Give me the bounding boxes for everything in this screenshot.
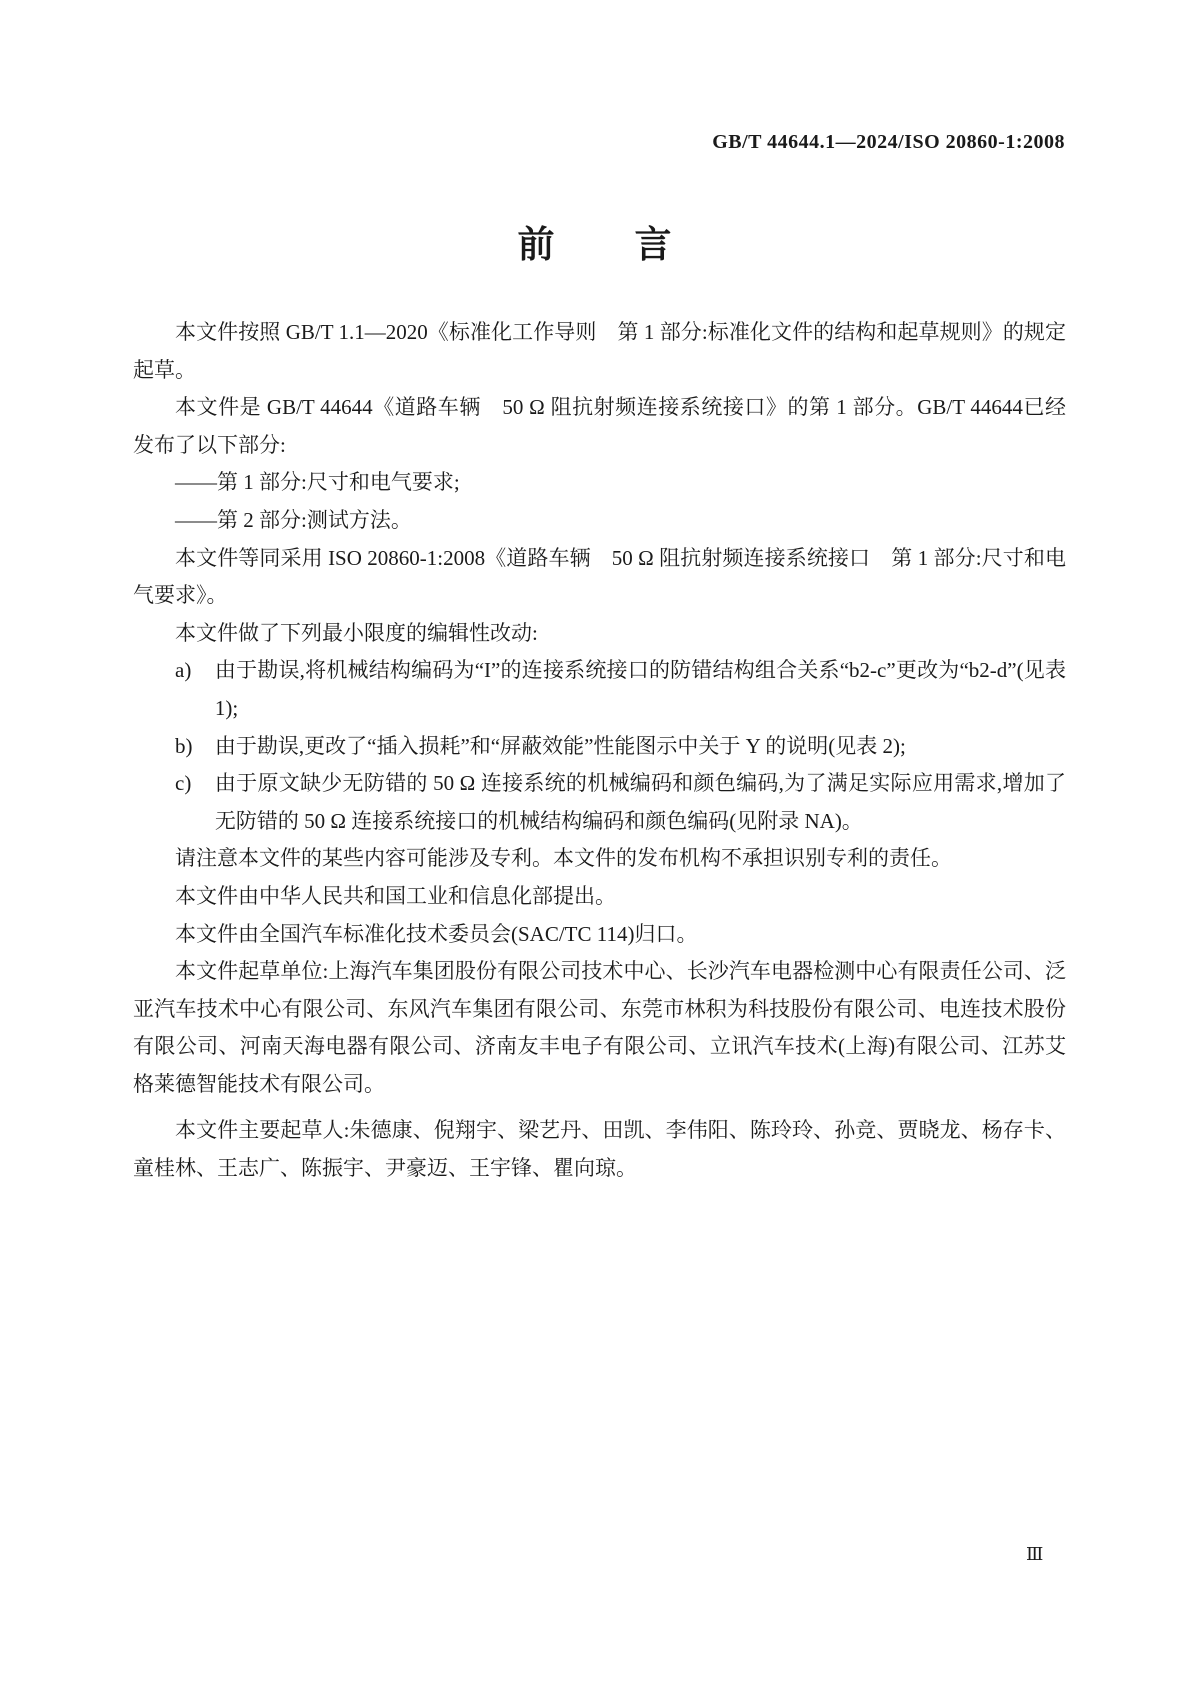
list-item-c bbox=[133, 765, 1066, 840]
list-text-c: 由于原文缺少无防错的 50 Ω 连接系统的机械编码和颜色编码,为了满足实际应用需求,增加了无防错的 50 Ω 连接系统接口的机械结构编码和颜色编码(见附录 NA)。 bbox=[214, 771, 1066, 833]
page-number: Ⅲ bbox=[1026, 1544, 1044, 1564]
paragraph-series-intro: 本文件是 GB/T 44644《道路车辆 50 Ω 阻抗射频连接系统接口》的第 1 部分。GB/T 44644已经发布了以下部分: bbox=[133, 395, 1066, 457]
standard-number-header: GB/T 44644.1—2024/ISO 20860-1:2008 bbox=[712, 131, 1065, 153]
list-label-c: c) bbox=[175, 771, 192, 796]
paragraph-basis: 本文件按照 GB/T 1.1—2020《标准化工作导则 第 1 部分:标准化文件的结构和起草规则》的规定起草。 bbox=[133, 320, 1066, 382]
list-text-a: 由于勘误,将机械结构编码为“I”的连接系统接口的防错结构组合关系“b2-c”更改为“b2-d”(见表 1); bbox=[214, 658, 1066, 720]
list-item-part2: ——第 2 部分:测试方法。 bbox=[175, 507, 412, 532]
list-text-b: 由于勘误,更改了“插入损耗”和“屏蔽效能”性能图示中关于 Y 的说明(见表 2); bbox=[214, 733, 906, 758]
list-label-a: a) bbox=[175, 658, 192, 683]
list-label-b: b) bbox=[175, 733, 193, 758]
list-item-part1: ——第 1 部分:尺寸和电气要求; bbox=[175, 470, 460, 495]
paragraph-drafting-organizations: 本文件起草单位:上海汽车集团股份有限公司技术中心、长沙汽车电器检测中心有限责任公司、泛亚汽车技术中心有限公司、东风汽车集团有限公司、东莞市林积为科技股份有限公司、电连技术股份有限公司、河南天海电器有限公司、济南友丰电子有限公司、立讯汽车技术(上海)有限公司、江苏艾格莱德智能技术有限公司。 bbox=[133, 959, 1066, 1096]
paragraph-editorial-changes-intro: 本文件做了下列最小限度的编辑性改动: bbox=[175, 620, 538, 645]
paragraph-centralized-by: 本文件由全国汽车标准化技术委员会(SAC/TC 114)归口。 bbox=[175, 921, 698, 946]
paragraph-drafters: 本文件主要起草人:朱德康、倪翔宇、梁艺丹、田凯、李伟阳、陈玲玲、孙竞、贾晓龙、杨存卡、童桂林、王志广、陈振宇、尹豪迈、王宇锋、瞿向琼。 bbox=[133, 1118, 1066, 1181]
page-title: 前 言 bbox=[517, 224, 674, 265]
paragraph-proposed-by: 本文件由中华人民共和国工业和信息化部提出。 bbox=[175, 883, 616, 908]
foreword-body bbox=[133, 314, 1066, 1188]
list-item-b bbox=[133, 728, 1066, 766]
paragraph-patent-notice: 请注意本文件的某些内容可能涉及专利。本文件的发布机构不承担识别专利的责任。 bbox=[175, 846, 952, 871]
paragraph-iso-adoption: 本文件等同采用 ISO 20860-1:2008《道路车辆 50 Ω 阻抗射频连接系统接口 第 1 部分:尺寸和电气要求》。 bbox=[133, 545, 1066, 608]
list-item-a bbox=[133, 652, 1066, 727]
